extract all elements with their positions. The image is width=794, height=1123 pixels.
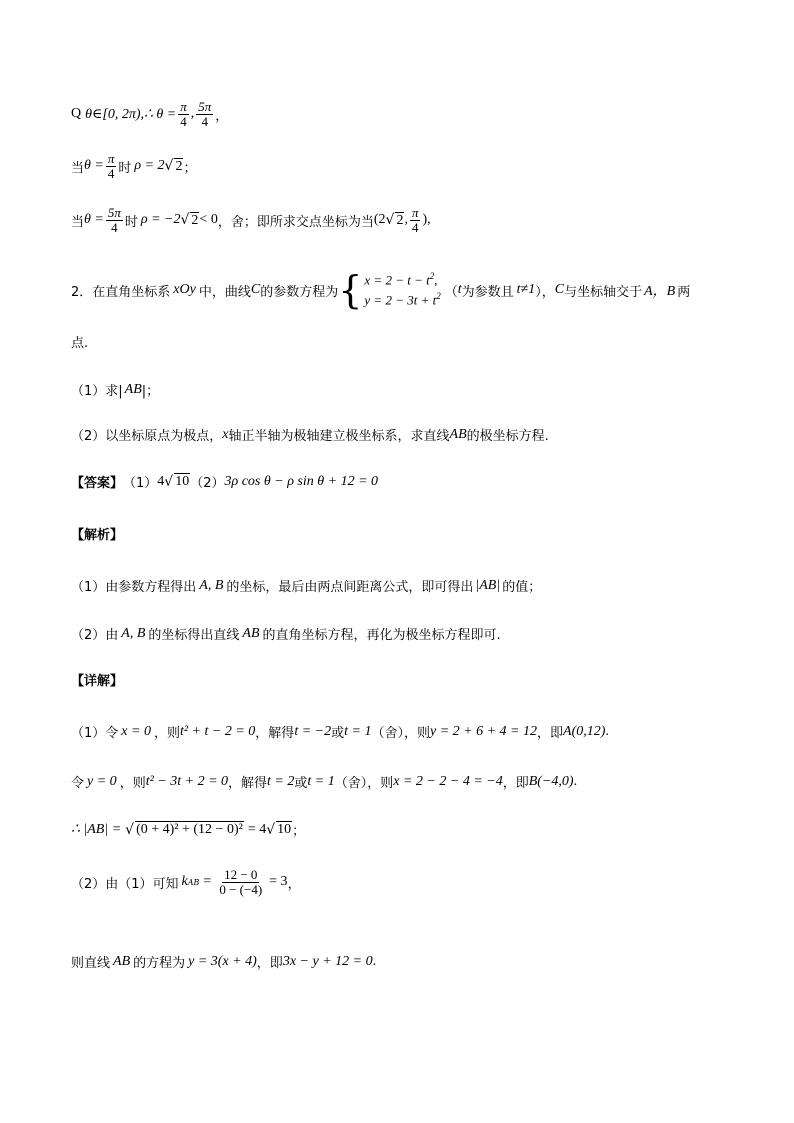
superscript: 2 bbox=[429, 271, 435, 281]
coordinate-system-name: xOy bbox=[173, 282, 196, 298]
detail-text: ，则 bbox=[119, 776, 146, 791]
analysis-text: 的值； bbox=[502, 580, 542, 595]
stem-text: 在直角坐标系 bbox=[92, 284, 171, 300]
detail-text: 或 bbox=[331, 726, 345, 741]
rho-eq: ρ = 2 bbox=[134, 158, 165, 174]
sqrt-radicand: 10 bbox=[175, 474, 190, 490]
stem-text: ）， bbox=[535, 284, 555, 300]
slope-subscript: AB bbox=[187, 877, 200, 887]
detail-text: ，即 bbox=[502, 776, 529, 791]
analysis-text: （1）由参数方程得出 bbox=[71, 580, 197, 595]
answer-polar-equation: 3ρ cos θ − ρ sin θ + 12 = 0 bbox=[224, 473, 379, 489]
sqrt-radicand: 2 bbox=[175, 158, 183, 174]
analysis-label: 【解析】 bbox=[71, 528, 124, 543]
fraction-denominator: 0 − (−4) bbox=[219, 881, 263, 897]
shi-text: 时 bbox=[118, 160, 132, 176]
analysis-text: （2）由 bbox=[71, 628, 119, 643]
stem-text: 中，曲线 bbox=[198, 284, 251, 300]
fraction-numerator: π bbox=[180, 99, 187, 114]
point-names: A, B bbox=[121, 625, 146, 641]
stem-text: 的参数方程为 bbox=[260, 284, 339, 300]
point-b: B(−4,0) bbox=[528, 773, 574, 789]
stem-text: （ bbox=[444, 284, 458, 300]
answer-line bbox=[71, 472, 378, 491]
fraction-numerator: π bbox=[107, 151, 115, 166]
fraction-denominator: 4 bbox=[201, 113, 208, 129]
period: . bbox=[605, 723, 609, 739]
analysis-text: 的坐标，最后由两点间距离公式，即可得出 bbox=[226, 580, 474, 595]
sqrt-symbol: √ bbox=[266, 821, 276, 838]
sqrt-radicand: 2 bbox=[191, 212, 199, 228]
param-eq-y bbox=[364, 290, 440, 310]
math-expr: t = 1 bbox=[307, 773, 335, 789]
detail-line-5 bbox=[71, 952, 376, 971]
part-text: 的极坐标方程. bbox=[466, 429, 549, 444]
solution-line-theta-5pi-4 bbox=[71, 206, 431, 234]
fraction-numerator: 5π bbox=[107, 205, 121, 220]
less-than-zero: < 0 bbox=[199, 212, 218, 228]
point-names: A, B bbox=[199, 577, 224, 593]
detail-line-3 bbox=[71, 820, 305, 839]
solution-line-theta-range bbox=[71, 100, 228, 128]
superscript: 2 bbox=[436, 291, 441, 302]
left-brace: { bbox=[338, 268, 363, 313]
point-names: A，B bbox=[644, 284, 676, 300]
detail-text: 的方程为 bbox=[133, 956, 186, 971]
line-name: AB bbox=[449, 426, 467, 442]
since-symbol: Q bbox=[71, 106, 82, 122]
fraction-pi-over-4 bbox=[106, 152, 117, 180]
equals: = bbox=[203, 874, 212, 890]
question-2-stem-cont: 点. bbox=[71, 336, 89, 351]
parametric-system bbox=[364, 270, 440, 311]
fraction-denominator: 4 bbox=[180, 113, 187, 129]
analysis-line-2 bbox=[71, 624, 501, 643]
answer-label: 【答案】 bbox=[71, 476, 124, 491]
math-expr: ∴ |AB| = bbox=[71, 822, 122, 837]
math-expr: = 4 bbox=[247, 821, 267, 837]
stem-text: 为参数且 bbox=[461, 284, 514, 300]
math-expr: t = 2 bbox=[267, 773, 295, 789]
math-expr: y = 0 bbox=[87, 773, 117, 789]
point-a: A(0,12) bbox=[563, 723, 606, 739]
math-expr: t² + t − 2 = 0 bbox=[179, 723, 256, 739]
sqrt-symbol: √ bbox=[385, 212, 395, 229]
fraction-numerator: 12 − 0 bbox=[224, 867, 258, 882]
slope-fraction bbox=[217, 868, 264, 896]
abs-ab: |AB| bbox=[475, 577, 501, 593]
param-condition: t≠1 bbox=[516, 282, 536, 298]
detail-text: ，即 bbox=[256, 956, 283, 971]
detail-text: （2）由（1）可知 bbox=[71, 876, 179, 892]
theta-eq: θ = bbox=[84, 212, 104, 228]
answer-coefficient: 4 bbox=[157, 473, 165, 489]
fraction-numerator: 5π bbox=[198, 99, 212, 114]
sqrt-radicand: (0 + 4)² + (12 − 0)² bbox=[136, 822, 243, 838]
param-eq-x: $x = 2 - t - t^2$, bbox=[364, 271, 438, 288]
detail-text: ，则 bbox=[153, 726, 180, 741]
comma: , bbox=[404, 212, 408, 228]
detail-label: 【详解】 bbox=[71, 674, 124, 689]
period: . bbox=[372, 953, 377, 969]
stem-text: 与坐标轴交于 bbox=[564, 284, 643, 300]
fraction-numerator: π bbox=[411, 205, 419, 220]
fraction-denominator: 4 bbox=[111, 219, 118, 235]
part-text: |； bbox=[141, 384, 160, 399]
detail-text: （舍），则 bbox=[334, 776, 394, 791]
solution-line-theta-pi-4 bbox=[71, 152, 196, 180]
math-expr: 3x − y + 12 = 0 bbox=[282, 953, 373, 969]
line-name: AB bbox=[113, 953, 131, 969]
detail-text: 令 bbox=[71, 776, 85, 791]
slope-symbol: k bbox=[181, 874, 188, 890]
param-name: t bbox=[457, 282, 462, 298]
when-text: 当 bbox=[71, 160, 85, 176]
when-text: 当 bbox=[71, 214, 85, 230]
conclusion-text: ，舍；即所求交点坐标为当 bbox=[217, 214, 374, 230]
detail-text: ，解得 bbox=[255, 726, 295, 741]
analysis-text: 的直角坐标方程，再化为极坐标方程即可. bbox=[262, 628, 501, 643]
math-expr: y = 2 + 6 + 4 = 12 bbox=[429, 723, 537, 739]
theta-eq: θ = bbox=[84, 158, 104, 174]
sqrt-symbol: √ bbox=[164, 473, 174, 490]
math-expr: = 3 bbox=[269, 874, 288, 890]
eq-y-text: y = 2 − 3t + t bbox=[364, 292, 437, 308]
math-expr: t² − 3t + 2 = 0 bbox=[145, 773, 229, 789]
sqrt-radicand: 10 bbox=[277, 822, 292, 838]
sqrt-radicand: 2 bbox=[396, 212, 404, 228]
fraction-5pi-over-4 bbox=[196, 100, 213, 128]
detail-text: 或 bbox=[294, 776, 308, 791]
detail-line-2 bbox=[71, 772, 577, 791]
point-open: (2 bbox=[373, 212, 386, 228]
detail-line-4 bbox=[71, 868, 301, 896]
fraction-pi-over-4 bbox=[410, 206, 421, 234]
answer-part-1-label: （1） bbox=[123, 476, 158, 491]
sqrt-symbol: √ bbox=[164, 158, 174, 175]
sqrt-symbol: √ bbox=[125, 821, 135, 838]
sqrt-symbol: √ bbox=[180, 212, 190, 229]
part-text: 轴正半轴为极轴建立极坐标系，求直线 bbox=[228, 429, 450, 444]
segment-name: AB bbox=[124, 381, 142, 397]
detail-text: （1）令 bbox=[71, 726, 119, 741]
stem-text: 两 bbox=[677, 284, 691, 300]
part-text: （1）求| bbox=[71, 384, 123, 399]
math-expr: x = 0 bbox=[121, 723, 151, 739]
analysis-text: 的坐标得出直线 bbox=[148, 628, 240, 643]
question-number: 2． bbox=[71, 284, 93, 300]
line-name: AB bbox=[242, 625, 260, 641]
fraction-5pi-over-4 bbox=[106, 206, 123, 234]
math-expr: y = 3(x + 4) bbox=[188, 953, 257, 969]
fraction-denominator: 4 bbox=[107, 165, 115, 181]
detail-text: ，解得 bbox=[228, 776, 268, 791]
detail-text: （舍），则 bbox=[371, 726, 430, 741]
rho-eq: ρ = −2 bbox=[140, 212, 181, 228]
theta-range-text: θ∈[0, 2π),∴ θ = bbox=[85, 106, 177, 122]
question-2-stem bbox=[71, 270, 690, 311]
fraction-denominator: 4 bbox=[411, 219, 419, 235]
math-expr: t = 1 bbox=[344, 723, 372, 739]
math-expr: t = −2 bbox=[294, 723, 332, 739]
part-2 bbox=[71, 425, 549, 444]
curve-name: C bbox=[250, 282, 261, 298]
fraction-pi-over-4 bbox=[178, 100, 189, 128]
detail-line-1 bbox=[71, 722, 609, 741]
shi-text: 时 bbox=[124, 214, 138, 230]
axis-name: x bbox=[222, 426, 229, 442]
part-1 bbox=[71, 380, 159, 399]
comma: , bbox=[190, 106, 195, 122]
trailing-punct: ； bbox=[183, 160, 197, 176]
eq-x-text: x = 2 − t − t bbox=[364, 272, 430, 288]
analysis-line-1 bbox=[71, 576, 541, 595]
part-text: （2）以坐标原点为极点， bbox=[71, 429, 223, 444]
period: . bbox=[573, 773, 578, 789]
detail-text: 则直线 bbox=[71, 956, 111, 971]
point-close: ), bbox=[422, 212, 431, 228]
answer-part-2-label: （2） bbox=[190, 476, 225, 491]
detail-text: ， bbox=[287, 876, 301, 892]
trailing-punct: ， bbox=[215, 108, 229, 124]
detail-text: ，即 bbox=[537, 726, 564, 741]
curve-name: C bbox=[554, 282, 565, 298]
detail-text: ； bbox=[292, 824, 306, 839]
math-expr: x = 2 − 2 − 4 = −4 bbox=[393, 773, 503, 789]
